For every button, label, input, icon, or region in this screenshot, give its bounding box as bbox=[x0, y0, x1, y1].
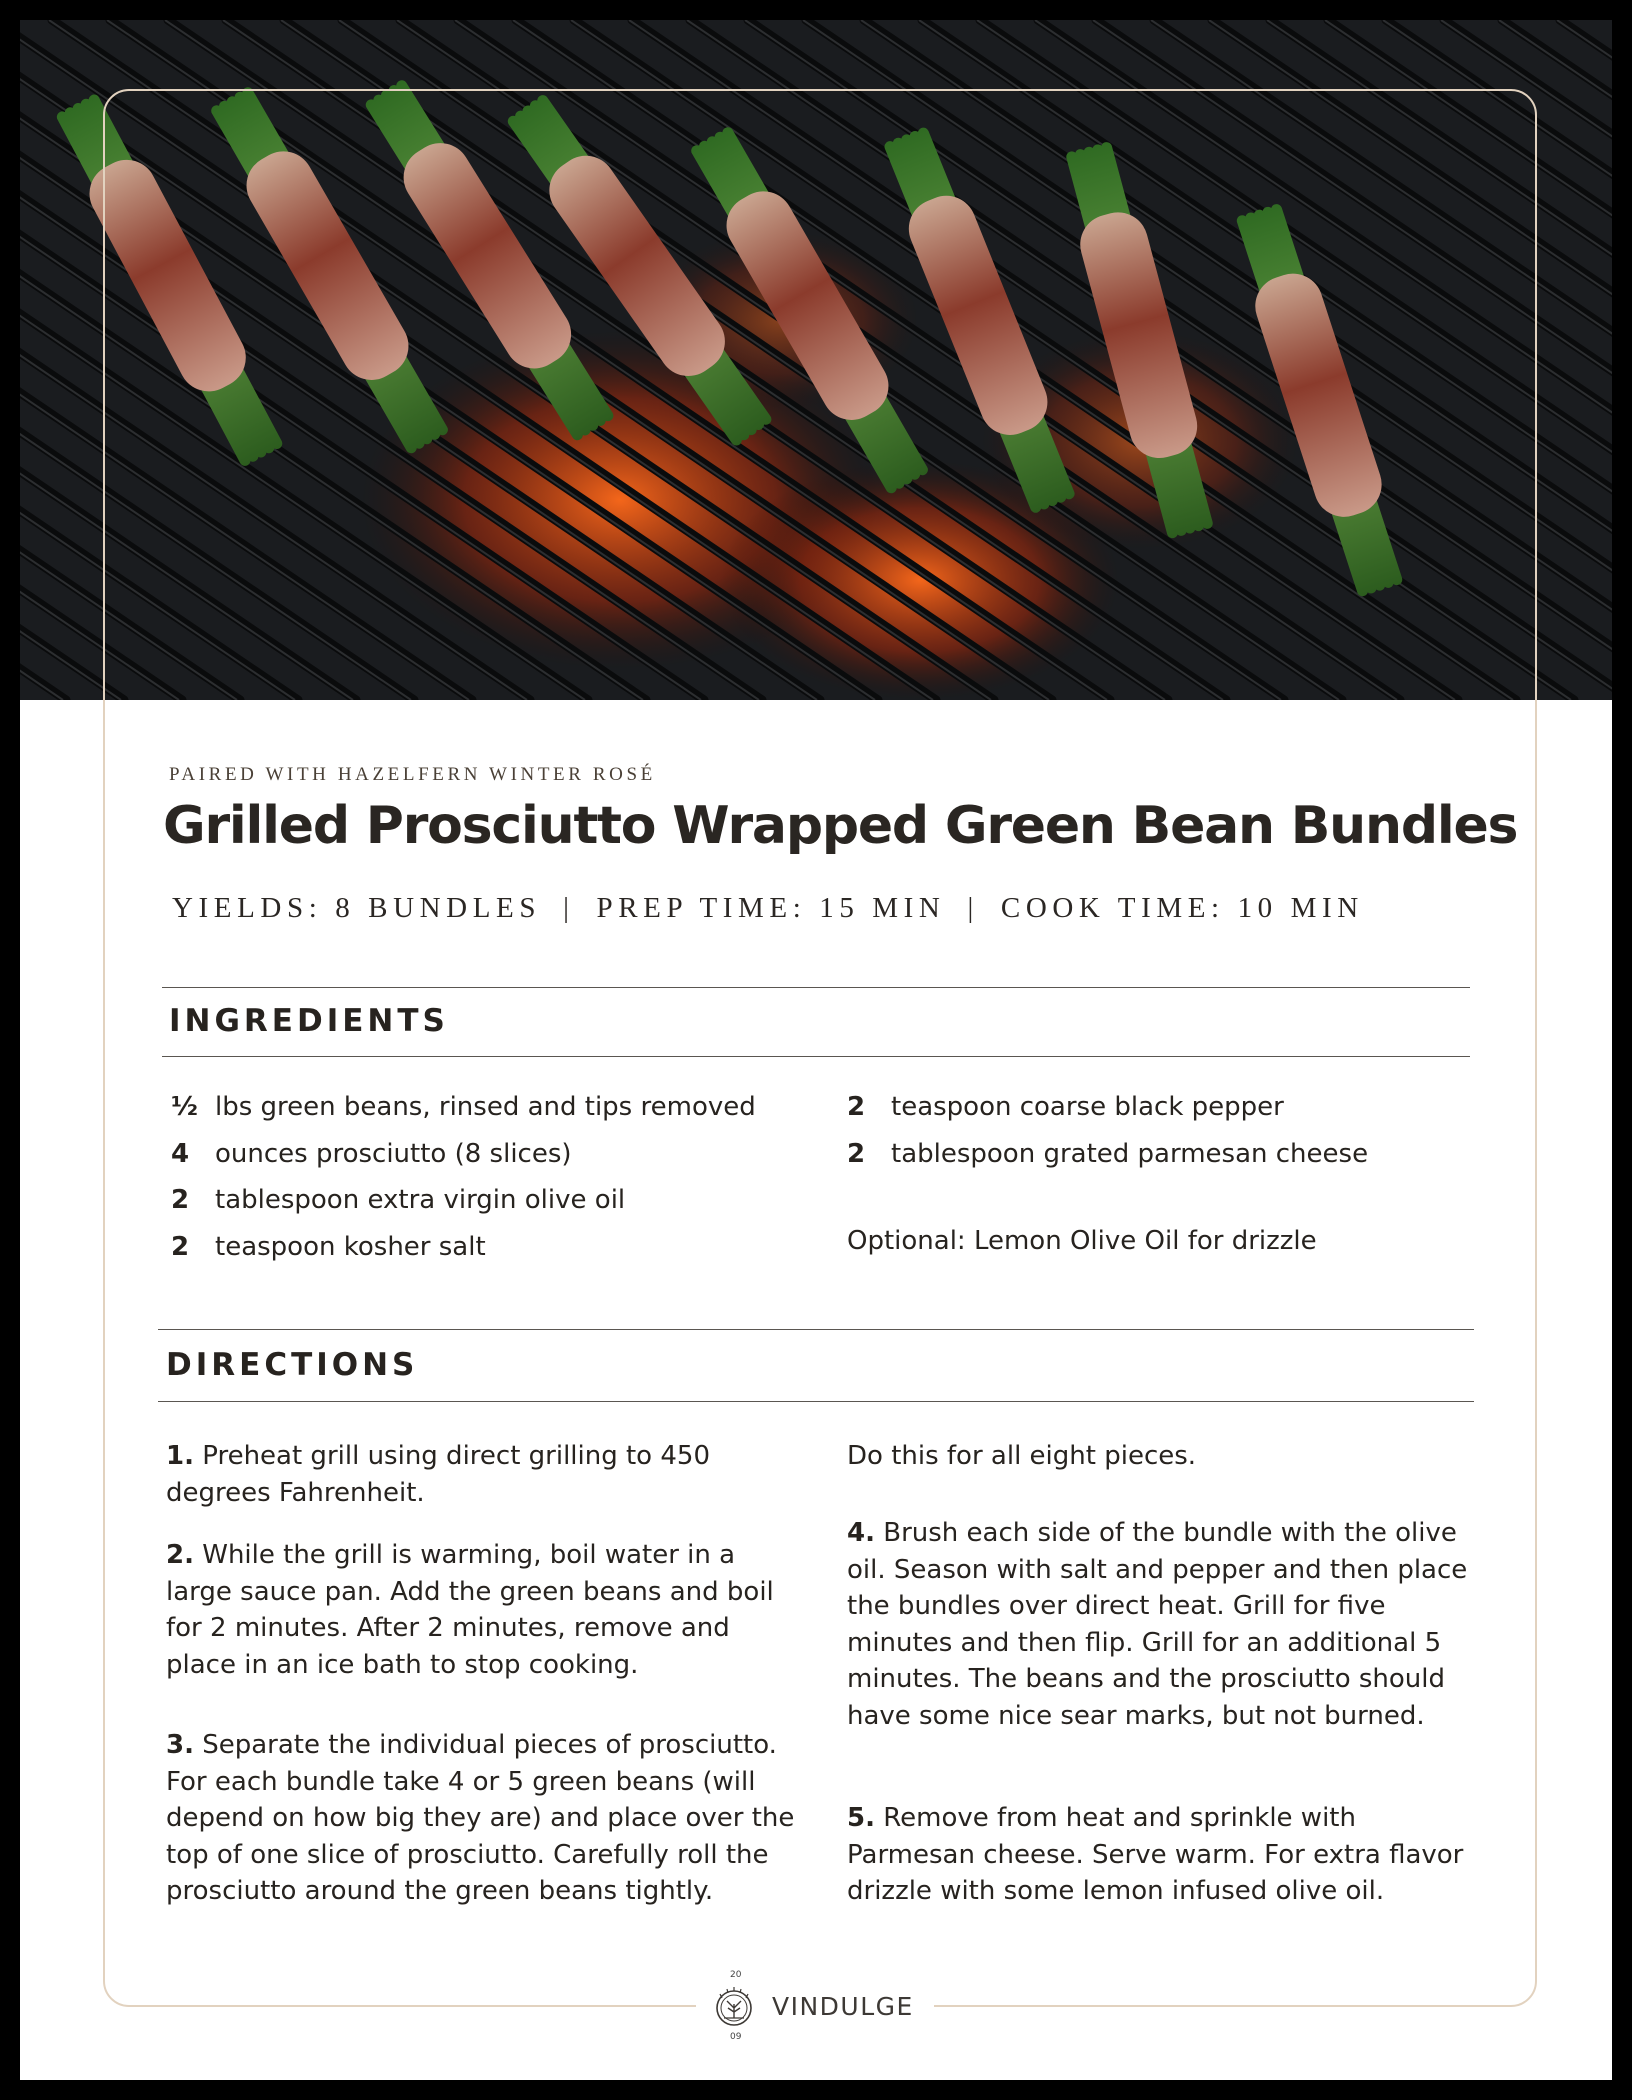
ingredient-qty: 2 bbox=[847, 1138, 866, 1169]
ingredient-text: teaspoon kosher salt bbox=[215, 1231, 486, 1262]
direction-step-3-continued bbox=[847, 1438, 1477, 1475]
step-text: While the grill is warming, boil water in a large sauce pan. Add the green beans and boil for 2 minutes. After 2 minutes, remove and place in an ice bath to stop cooking. bbox=[166, 1540, 774, 1680]
ingredients-list-right bbox=[847, 1084, 1368, 1177]
meta-separator: | bbox=[563, 892, 575, 924]
divider bbox=[162, 987, 1470, 988]
ingredient-text: ounces prosciutto (8 slices) bbox=[215, 1138, 572, 1169]
step-text: Separate the individual pieces of prosciutto. For each bundle take 4 or 5 green beans (will depend on how big they are) and place over the top of one slice of prosciutto. Carefully roll the prosciutto around the green beans tightly. bbox=[166, 1730, 795, 1906]
step-text: Brush each side of the bundle with the olive oil. Season with salt and pepper and then place the bundles over direct heat. Grill for five minutes and then flip. Grill for an additional 5 minutes. The beans and the prosciutto should have some nice sear marks, but not burned. bbox=[847, 1518, 1468, 1731]
step-number: 5. bbox=[847, 1803, 875, 1833]
step-number: 3. bbox=[166, 1730, 194, 1760]
ingredient-item bbox=[171, 1131, 756, 1178]
recipe-meta bbox=[172, 892, 1492, 925]
ingredient-item bbox=[171, 1084, 756, 1131]
directions-heading: DIRECTIONS bbox=[166, 1347, 419, 1383]
ingredients-heading: INGREDIENTS bbox=[169, 1003, 449, 1039]
step-text: Do this for all eight pieces. bbox=[847, 1441, 1197, 1471]
ingredient-text: tablespoon grated parmesan cheese bbox=[891, 1138, 1369, 1169]
brand-logo-text: VINDULGE bbox=[772, 1992, 914, 2021]
recipe-page bbox=[20, 20, 1612, 2080]
grilled-bundles-image bbox=[20, 20, 1612, 700]
prep-time: PREP TIME: 15 MIN bbox=[596, 892, 946, 924]
ingredient-item bbox=[171, 1177, 756, 1224]
ingredient-item bbox=[847, 1131, 1368, 1178]
cook-time: COOK TIME: 10 MIN bbox=[1000, 892, 1364, 924]
direction-step-2 bbox=[166, 1537, 806, 1683]
ingredient-item bbox=[171, 1224, 756, 1271]
direction-step-1 bbox=[166, 1438, 806, 1511]
wine-pairing: PAIRED WITH HAZELFERN WINTER ROSÉ bbox=[169, 764, 656, 785]
step-number: 2. bbox=[166, 1540, 194, 1570]
direction-step-5 bbox=[847, 1800, 1477, 1910]
ingredient-qty: ½ bbox=[171, 1092, 198, 1122]
ingredient-item bbox=[847, 1084, 1368, 1131]
direction-step-4 bbox=[847, 1515, 1477, 1734]
ingredient-qty: 2 bbox=[171, 1185, 190, 1215]
ingredient-qty: 2 bbox=[847, 1092, 866, 1122]
step-text: Remove from heat and sprinkle with Parmesan cheese. Serve warm. For extra flavor drizzle with some lemon infused olive oil. bbox=[847, 1803, 1464, 1906]
ingredient-text: tablespoon extra virgin olive oil bbox=[215, 1185, 626, 1215]
logo-year-top: 20 bbox=[730, 1970, 742, 1980]
direction-step-3 bbox=[166, 1727, 806, 1910]
recipe-title: Grilled Prosciutto Wrapped Green Bean Bundles bbox=[163, 796, 1518, 856]
step-text: Preheat grill using direct grilling to 450 degrees Fahrenheit. bbox=[166, 1441, 710, 1508]
ingredient-text: lbs green beans, rinsed and tips removed bbox=[215, 1092, 756, 1122]
divider bbox=[158, 1401, 1474, 1402]
divider bbox=[158, 1329, 1474, 1330]
meta-separator: | bbox=[967, 892, 979, 924]
ingredient-qty: 4 bbox=[171, 1138, 190, 1169]
optional-ingredient: Optional: Lemon Olive Oil for drizzle bbox=[847, 1226, 1317, 1256]
step-number: 1. bbox=[166, 1441, 194, 1471]
hero-photo bbox=[20, 20, 1612, 700]
step-number: 4. bbox=[847, 1518, 875, 1548]
ingredient-qty: 2 bbox=[171, 1231, 190, 1262]
yields: YIELDS: 8 BUNDLES bbox=[172, 892, 542, 924]
ingredient-text: teaspoon coarse black pepper bbox=[891, 1092, 1284, 1122]
logo-year-bottom: 09 bbox=[730, 2032, 742, 2042]
divider bbox=[162, 1056, 1470, 1057]
ingredients-list-left bbox=[171, 1084, 756, 1270]
